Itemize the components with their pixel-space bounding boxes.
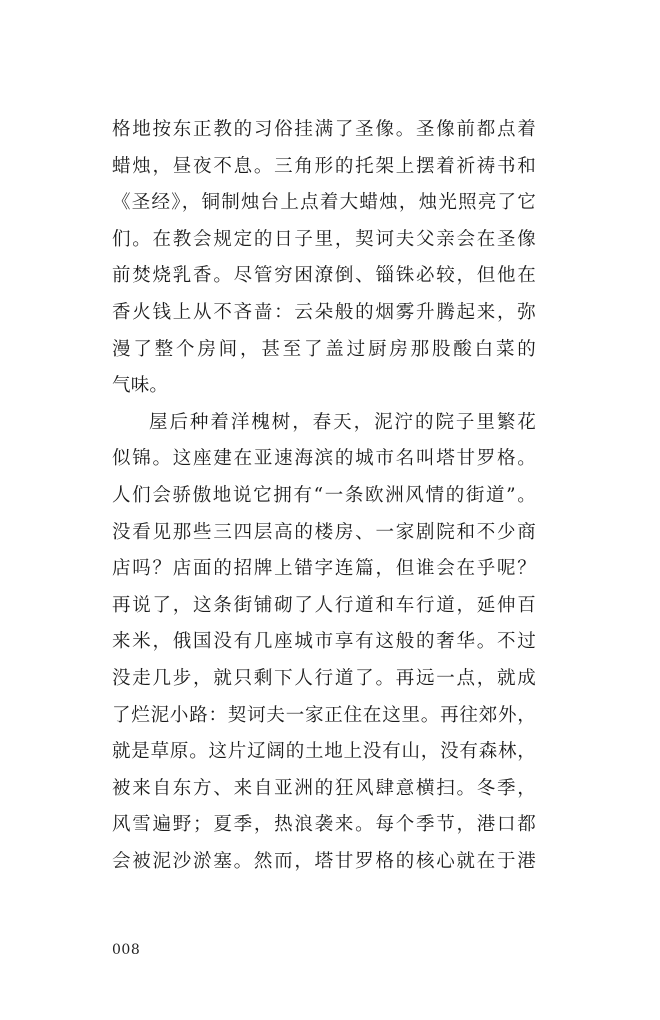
- text-line: 没看见那些三四层高的楼房、一家剧院和不少商: [112, 521, 536, 543]
- text-line: 了烂泥小路：契诃夫一家正住在这里。再往郊外，: [112, 704, 536, 726]
- text-line: 格地按东正教的习俗挂满了圣像。圣像前都点着: [112, 119, 536, 140]
- text-line: 漫了整个房间，甚至了盖过厨房那股酸白菜的: [112, 338, 536, 360]
- text-line: 来米，俄国没有几座城市享有这般的奢华。不过: [112, 631, 536, 653]
- text-line: 《圣经》，铜制烛台上点着大蜡烛，烛光照亮了它: [112, 192, 536, 214]
- text-line: 香火钱上从不吝啬：云朵般的烟雾升腾起来，弥: [112, 301, 536, 323]
- text-line: 气味。: [112, 375, 169, 397]
- text-line: 蜡烛，昼夜不息。三角形的托架上摆着祈祷书和: [112, 155, 536, 177]
- text-line: 前焚烧乳香。尽管穷困潦倒、锱铢必较，但他在: [112, 265, 536, 287]
- text-line: 人们会骄傲地说它拥有“一条欧洲风情的街道”。: [112, 484, 536, 506]
- text-line: 会被泥沙淤塞。然而，塔甘罗格的核心就在于港: [112, 850, 536, 872]
- text-line: 被来自东方、来自亚洲的狂风肆意横扫。冬季，: [112, 777, 536, 799]
- paragraph-start-line: 屋后种着洋槐树，春天，泥泞的院子里繁花: [149, 411, 536, 433]
- page-number: 008: [112, 942, 141, 958]
- body-text: [112, 112, 536, 880]
- text-line: 没走几步，就只剩下人行道了。再远一点，就成: [112, 667, 536, 689]
- text-line: 风雪遍野；夏季，热浪袭来。每个季节，港口都: [112, 814, 536, 836]
- text-line: 就是草原。这片辽阔的土地上没有山，没有森林，: [112, 741, 536, 763]
- text-line: 再说了，这条街铺砌了人行道和车行道，延伸百: [112, 594, 536, 616]
- text-line: 们。在教会规定的日子里，契诃夫父亲会在圣像: [112, 228, 536, 250]
- text-line: 店吗？店面的招牌上错字连篇，但谁会在乎呢？: [112, 558, 536, 580]
- text-line: 似锦。这座建在亚速海滨的城市名叫塔甘罗格。: [112, 448, 536, 470]
